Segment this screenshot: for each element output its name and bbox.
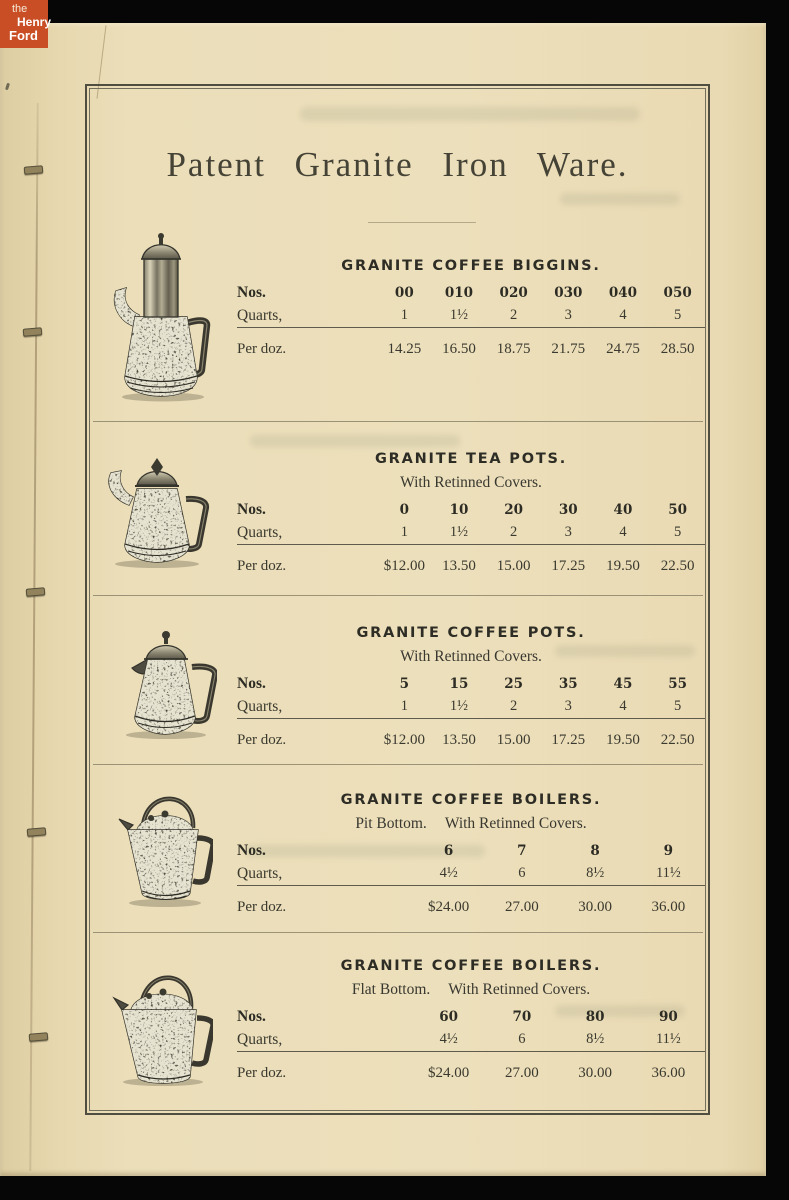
nos-cell: 010 [444, 284, 474, 301]
quarts-cell: 3 [564, 524, 572, 540]
table-row [237, 1052, 705, 1086]
price-cell: $12.00 [377, 545, 432, 579]
nos-cell: 20 [504, 501, 524, 518]
nos-cell: 9 [663, 842, 674, 859]
tea-pot-illustration [102, 447, 212, 571]
quarts-row-label: Quarts, [237, 864, 283, 882]
nos-cell: 5 [399, 675, 410, 692]
table-row [237, 545, 705, 579]
quarts-cell: 4 [619, 307, 627, 323]
quarts-cell: 2 [510, 524, 518, 540]
price-cell: 19.50 [596, 545, 651, 579]
price-table [237, 281, 705, 361]
section-divider [93, 421, 703, 422]
quarts-row-label: Quarts, [237, 697, 283, 715]
section-divider [93, 595, 703, 596]
table-row [237, 1005, 705, 1028]
table-row [237, 672, 705, 695]
binding-stitch [26, 587, 46, 597]
price-cell: 14.25 [377, 328, 432, 362]
section-title: GRANITE COFFEE BOILERS. [340, 792, 602, 808]
price-cell: 15.00 [486, 545, 541, 579]
logo-the: the [12, 3, 28, 15]
nos-row-label: Nos. [237, 1007, 266, 1025]
table-row [237, 1028, 705, 1052]
quarts-cell: 1½ [449, 524, 469, 540]
nos-row-label: Nos. [237, 500, 266, 518]
section-subtitle [237, 474, 705, 492]
price-table [237, 498, 705, 578]
per-doz-row-label: Per doz. [237, 328, 377, 362]
price-cell: 22.50 [650, 719, 705, 753]
quarts-cell: 4 [619, 698, 627, 714]
nos-cell: 050 [663, 284, 692, 301]
quarts-cell: 8½ [586, 865, 605, 881]
price-cell: 30.00 [559, 1052, 632, 1086]
paper-sheet [0, 23, 766, 1176]
coffee-biggin-illustration [110, 229, 216, 403]
nos-cell: 40 [613, 501, 633, 518]
quarts-cell: 4½ [439, 1031, 458, 1047]
section-title: GRANITE COFFEE BOILERS. [340, 958, 602, 974]
quarts-cell: 4 [619, 524, 627, 540]
price-cell: 16.50 [432, 328, 487, 362]
per-doz-row-label: Per doz. [237, 886, 412, 920]
price-cell: 15.00 [486, 719, 541, 753]
nos-row-label: Nos. [237, 283, 266, 301]
table-row [237, 521, 705, 545]
section-subtitle-prefix: Flat Bottom. [351, 981, 431, 998]
section-subtitle-text: With Retinned Covers. [400, 648, 542, 665]
per-doz-row-label: Per doz. [237, 1052, 412, 1086]
nos-cell: 90 [658, 1008, 678, 1025]
nos-cell: 50 [668, 501, 688, 518]
table-row [237, 719, 705, 753]
price-cell: 27.00 [485, 1052, 558, 1086]
henry-ford-logo [0, 0, 52, 48]
price-cell: $24.00 [412, 886, 485, 920]
coffee-pot-illustration [115, 621, 217, 741]
binding-stitch [24, 165, 44, 175]
quarts-cell: 11½ [655, 865, 681, 881]
nos-cell: 10 [449, 501, 469, 518]
nos-cell: 7 [517, 842, 527, 859]
nos-cell: 30 [558, 501, 578, 518]
nos-cell: 70 [512, 1008, 532, 1025]
section-divider [93, 932, 703, 933]
price-cell: 22.50 [650, 545, 705, 579]
quarts-cell: 6 [518, 865, 526, 881]
nos-cell: 0 [399, 501, 410, 518]
quarts-cell: 1 [400, 524, 408, 540]
price-cell: $12.00 [377, 719, 432, 753]
coffee-boiler-flat-bottom-illustration [109, 956, 213, 1088]
page-blemish [5, 83, 10, 91]
quarts-cell: 1 [400, 307, 408, 323]
price-cell: 19.50 [596, 719, 651, 753]
quarts-cell: 4½ [439, 865, 458, 881]
nos-cell: 25 [504, 675, 524, 692]
price-cell: 21.75 [541, 328, 596, 362]
quarts-cell: 2 [510, 698, 518, 714]
quarts-cell: 5 [674, 698, 682, 714]
quarts-cell: 1½ [449, 698, 469, 714]
quarts-cell: 1 [400, 698, 408, 714]
quarts-cell: 3 [564, 698, 572, 714]
price-cell: 17.25 [541, 545, 596, 579]
price-cell: 24.75 [596, 328, 651, 362]
nos-cell: 55 [668, 675, 688, 692]
coffee-boiler-pit-bottom-illustration [113, 784, 213, 910]
quarts-cell: 11½ [655, 1031, 681, 1047]
logo-henry: Henry [17, 15, 52, 29]
quarts-cell: 1½ [449, 307, 469, 323]
section-subtitle-text: With Retinned Covers. [448, 981, 591, 998]
nos-cell: 45 [613, 675, 633, 692]
binding-thread [29, 103, 38, 1171]
price-cell: 13.50 [432, 545, 487, 579]
section-subtitle-text: With Retinned Covers. [444, 815, 587, 832]
nos-cell: 15 [449, 675, 469, 692]
nos-cell: 020 [499, 284, 528, 301]
quarts-cell: 3 [564, 307, 572, 323]
section-subtitle-text: With Retinned Covers. [400, 474, 542, 491]
price-cell: 27.00 [485, 886, 558, 920]
page-title: Patent Granite Iron Ware. [166, 145, 629, 184]
price-cell: 18.75 [486, 328, 541, 362]
binding-stitch [27, 827, 47, 837]
section-title: GRANITE COFFEE BIGGINS. [341, 258, 601, 274]
table-row [237, 328, 705, 362]
price-cell: 13.50 [432, 719, 487, 753]
table-row [237, 839, 705, 862]
section-title: GRANITE TEA POTS. [374, 451, 568, 467]
quarts-cell: 5 [674, 307, 682, 323]
nos-cell: 8 [590, 842, 600, 859]
price-cell: $24.00 [412, 1052, 485, 1086]
nos-row-label: Nos. [237, 674, 266, 692]
quarts-cell: 8½ [586, 1031, 605, 1047]
quarts-cell: 5 [674, 524, 682, 540]
logo-ford: Ford [9, 28, 38, 43]
price-cell: 36.00 [632, 1052, 705, 1086]
nos-row-label: Nos. [237, 841, 266, 859]
price-cell: 30.00 [559, 886, 632, 920]
title-rule [368, 222, 476, 223]
table-row [237, 886, 705, 920]
binding-stitch [23, 327, 43, 337]
nos-cell: 040 [608, 284, 638, 301]
nos-cell: 030 [554, 284, 583, 301]
nos-cell: 80 [585, 1008, 605, 1025]
price-cell: 28.50 [650, 328, 705, 362]
quarts-cell: 6 [518, 1031, 526, 1047]
section-subtitle [237, 648, 705, 666]
section-title: GRANITE COFFEE POTS. [356, 625, 586, 641]
nos-cell: 6 [443, 842, 454, 859]
table-row [237, 862, 705, 886]
binding-stitch [29, 1032, 49, 1042]
per-doz-row-label: Per doz. [237, 719, 377, 753]
nos-cell: 60 [439, 1008, 459, 1025]
table-row [237, 304, 705, 328]
quarts-row-label: Quarts, [237, 306, 283, 324]
price-cell: 17.25 [541, 719, 596, 753]
price-table [237, 672, 705, 752]
table-row [237, 281, 705, 304]
nos-cell: 00 [394, 284, 414, 301]
quarts-cell: 2 [510, 307, 518, 323]
nos-cell: 35 [558, 675, 578, 692]
section-divider [93, 764, 703, 765]
per-doz-row-label: Per doz. [237, 545, 377, 579]
section-subtitle [237, 981, 705, 999]
quarts-row-label: Quarts, [237, 523, 283, 541]
price-table [237, 839, 705, 919]
section-subtitle-prefix: Pit Bottom. [355, 815, 427, 832]
table-row [237, 695, 705, 719]
price-table [237, 1005, 705, 1085]
price-cell: 36.00 [632, 886, 705, 920]
quarts-row-label: Quarts, [237, 1030, 283, 1048]
table-row [237, 498, 705, 521]
section-subtitle [237, 815, 705, 833]
